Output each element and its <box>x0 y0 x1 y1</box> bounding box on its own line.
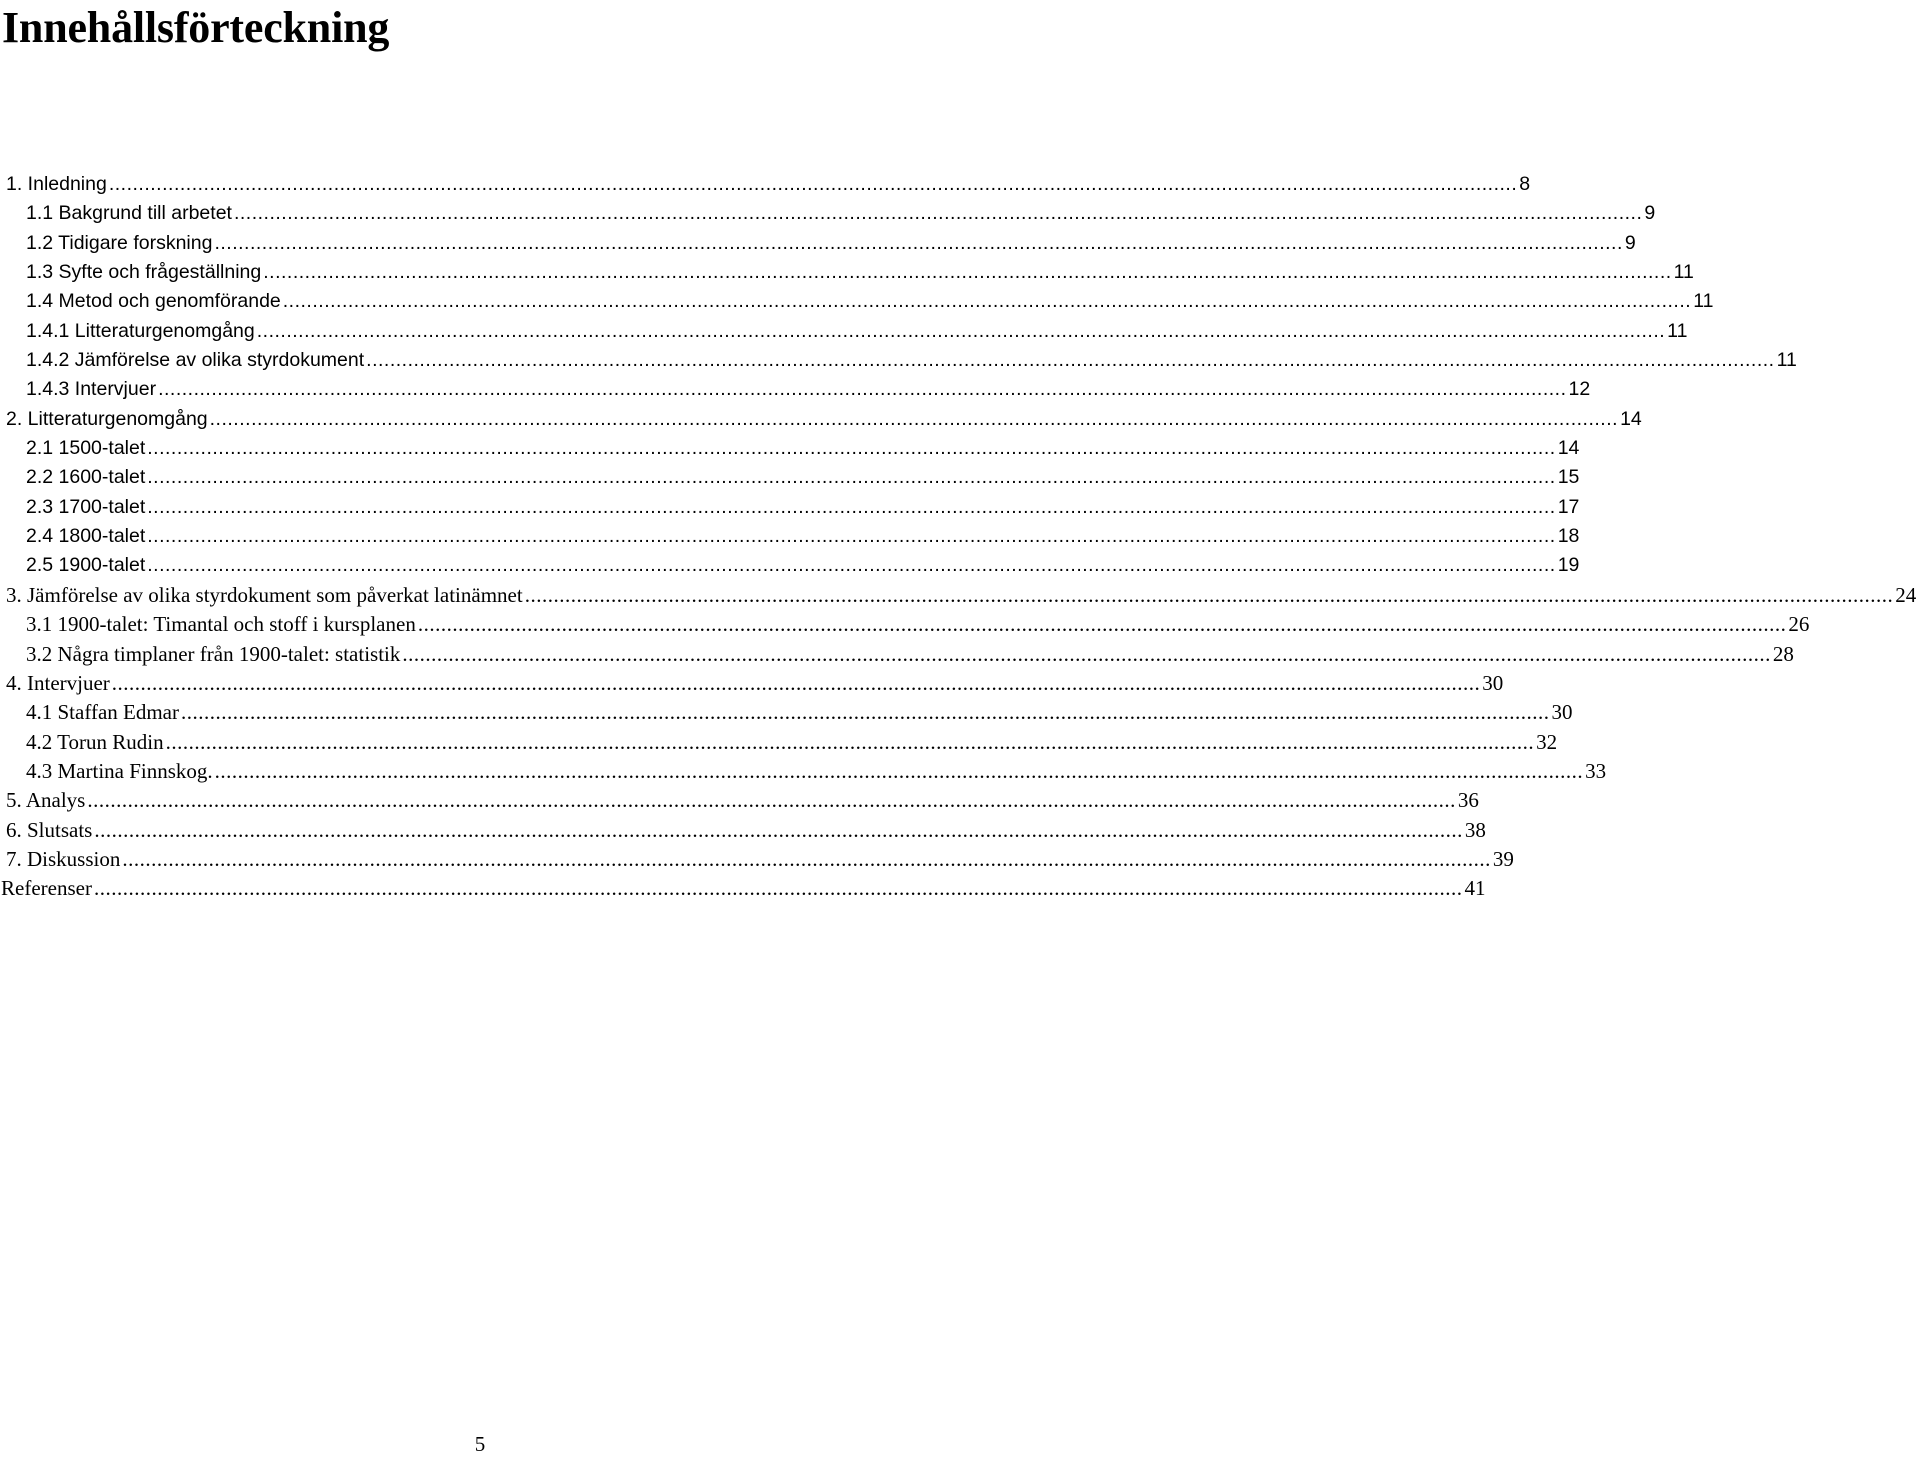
toc-entry-page: 30 <box>1482 670 1504 695</box>
toc-entry[interactable] <box>0 463 1580 492</box>
toc-dot-leader <box>122 845 1491 874</box>
toc-entry-label: 4.2 Torun Rudin <box>26 729 164 754</box>
toc-dot-leader <box>214 229 1622 258</box>
toc-entry-label: 3.1 1900-talet: Timantal och stoff i kursplanen <box>26 612 416 637</box>
toc-entry[interactable] <box>0 845 1514 874</box>
toc-entry-label: 1.4.3 Intervjuer <box>26 378 157 401</box>
toc-entry-label: 7. Diskussion <box>6 846 121 871</box>
toc-entry-label: 2.2 1600-talet <box>26 466 146 489</box>
page-number: 5 <box>474 1432 486 1456</box>
toc-dot-leader <box>147 434 1555 463</box>
toc-entry-label: 1.2 Tidigare forskning <box>26 231 213 254</box>
toc-entry-label: 5. Analys <box>6 788 86 813</box>
toc-entry-page: 11 <box>1693 290 1714 313</box>
toc-entry-page: 17 <box>1557 495 1580 518</box>
toc-entry-page: 19 <box>1557 554 1580 577</box>
toc-dot-leader <box>94 874 1463 903</box>
toc-entry-page: 9 <box>1644 202 1656 225</box>
toc-dot-leader <box>402 640 1771 669</box>
toc-entry-page: 32 <box>1536 729 1558 754</box>
toc-entry-page: 30 <box>1551 700 1573 725</box>
toc-entry-label: 1.4.2 Jämförelse av olika styrdokument <box>26 349 365 372</box>
toc-entry[interactable] <box>0 229 1636 258</box>
toc-dot-leader <box>418 610 1787 639</box>
toc-entry[interactable] <box>0 199 1656 228</box>
toc-entry-label: 3. Jämförelse av olika styrdokument som påverkat latinämnet <box>6 582 523 607</box>
page-title: Innehållsförteckning <box>2 3 390 52</box>
toc-entry[interactable] <box>0 287 1714 316</box>
toc-entry-label: 3.2 Några timplaner från 1900-talet: statistik <box>26 641 401 666</box>
toc-entry-label: 2.4 1800-talet <box>26 525 146 548</box>
toc-entry-page: 9 <box>1624 231 1636 254</box>
toc-dot-leader <box>215 757 1584 786</box>
toc-entry-page: 11 <box>1667 319 1688 342</box>
toc-entry[interactable] <box>0 786 1479 815</box>
toc-dot-leader <box>166 728 1535 757</box>
toc-dot-leader <box>158 375 1566 404</box>
toc-entry[interactable] <box>0 610 1810 639</box>
toc-entry[interactable] <box>0 698 1573 727</box>
toc-entry-label: 2. Litteraturgenomgång <box>6 407 208 430</box>
toc-entry[interactable] <box>0 669 1504 698</box>
toc-dot-leader <box>147 463 1555 492</box>
toc-entry-page: 12 <box>1568 378 1591 401</box>
toc-dot-leader <box>263 258 1671 287</box>
toc-entry-page: 39 <box>1492 846 1514 871</box>
toc-dot-leader <box>147 522 1555 551</box>
toc-entry-page: 14 <box>1557 437 1580 460</box>
toc-entry-label: 1.4.1 Litteraturgenomgång <box>26 319 255 342</box>
toc-entry-page: 11 <box>1776 349 1797 372</box>
toc-entry[interactable] <box>0 874 1486 903</box>
toc-dot-leader <box>94 816 1463 845</box>
toc-entry[interactable] <box>0 405 1642 434</box>
toc-entry[interactable] <box>0 816 1486 845</box>
toc-dot-leader <box>257 317 1665 346</box>
toc-dot-leader <box>525 581 1894 610</box>
toc-entry[interactable] <box>0 170 1531 199</box>
toc-entry[interactable] <box>0 581 1916 610</box>
toc-entry[interactable] <box>0 375 1591 404</box>
toc-dot-leader <box>283 287 1691 316</box>
toc-entry[interactable] <box>0 258 1694 287</box>
toc-entry-page: 18 <box>1557 525 1580 548</box>
toc-entry[interactable] <box>0 522 1580 551</box>
toc-dot-leader <box>210 405 1618 434</box>
toc-entry-page: 38 <box>1464 817 1486 842</box>
toc-entry[interactable] <box>0 317 1688 346</box>
toc-entry-page: 15 <box>1557 466 1580 489</box>
toc-dot-leader <box>147 551 1555 580</box>
toc-dot-leader <box>112 669 1481 698</box>
toc-dot-leader <box>109 170 1517 199</box>
toc-dot-leader <box>234 199 1642 228</box>
table-of-contents <box>0 170 1916 904</box>
toc-entry-label: 1.3 Syfte och frågeställning <box>26 261 262 284</box>
toc-dot-leader <box>181 698 1550 727</box>
toc-dot-leader <box>87 786 1456 815</box>
toc-entry[interactable] <box>0 346 1797 375</box>
toc-entry-page: 26 <box>1788 612 1810 637</box>
toc-dot-leader <box>366 346 1774 375</box>
toc-entry-label: 2.1 1500-talet <box>26 437 146 460</box>
toc-entry-label: 1. Inledning <box>6 173 107 195</box>
toc-entry-label: 4.1 Staffan Edmar <box>26 700 179 725</box>
toc-entry-label: 2.5 1900-talet <box>26 554 146 577</box>
toc-entry-page: 8 <box>1519 173 1531 195</box>
toc-entry-label: 6. Slutsats <box>6 817 93 842</box>
toc-entry-page: 14 <box>1620 407 1642 430</box>
toc-entry-page: 33 <box>1585 758 1607 783</box>
toc-entry-label: Referenser <box>1 876 92 901</box>
toc-entry-page: 11 <box>1673 261 1694 284</box>
toc-entry[interactable] <box>0 728 1558 757</box>
toc-entry-page: 41 <box>1464 876 1486 901</box>
toc-entry-page: 28 <box>1772 641 1794 666</box>
toc-entry-page: 24 <box>1895 582 1916 607</box>
toc-entry-label: 4. Intervjuer <box>6 670 110 695</box>
toc-entry[interactable] <box>0 493 1580 522</box>
toc-entry[interactable] <box>0 551 1580 580</box>
toc-entry-label: 1.1 Bakgrund till arbetet <box>26 202 232 225</box>
toc-entry-label: 2.3 1700-talet <box>26 495 146 518</box>
toc-entry[interactable] <box>0 434 1580 463</box>
toc-entry-label: 4.3 Martina Finnskog. <box>26 758 213 783</box>
toc-entry[interactable] <box>0 640 1794 669</box>
toc-entry-page: 36 <box>1457 788 1479 813</box>
toc-entry-label: 1.4 Metod och genomförande <box>26 290 281 313</box>
toc-dot-leader <box>147 493 1555 522</box>
toc-entry[interactable] <box>0 757 1607 786</box>
